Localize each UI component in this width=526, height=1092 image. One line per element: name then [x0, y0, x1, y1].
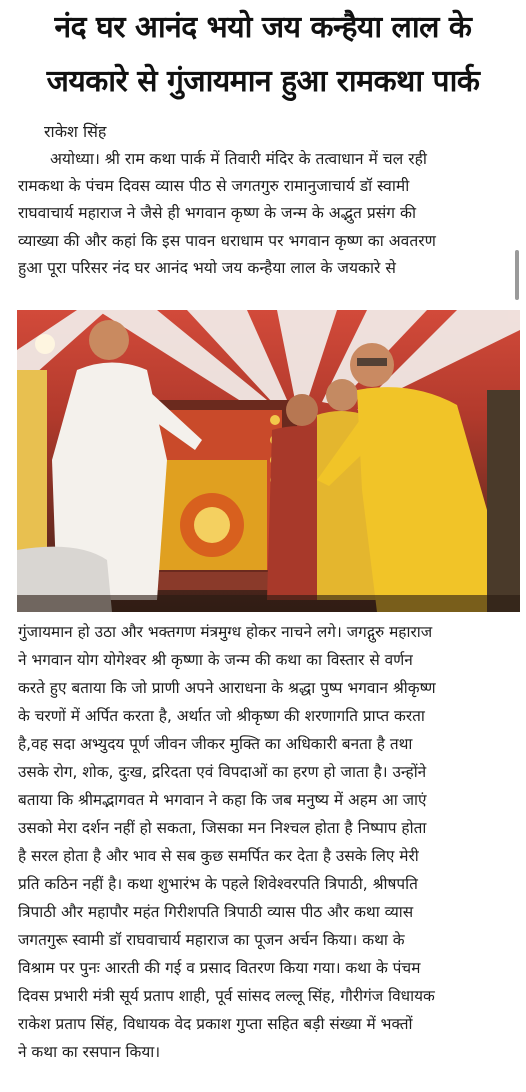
body-paragraph: [18, 618, 516, 1066]
body-line: है,वह सदा अभ्युदय पूर्ण जीवन जीकर मुक्ति का अधिकारी बनता है तथा: [18, 735, 413, 753]
intro-line: अयोध्या। श्री राम कथा पार्क में तिवारी मंदिर के तत्वाधान में चल रही: [50, 150, 427, 168]
intro-line: व्याख्या की और कहां कि इस पावन धराधाम पर भगवान कृष्ण का अवतरण: [18, 231, 436, 250]
body-line: बताया कि श्रीमद्भागवत मे भगवान ने कहा कि जब मनुष्य में अहम आ जाएं: [18, 791, 427, 809]
byline: राकेश सिंह: [44, 122, 107, 141]
body-line: प्रति कठिन नहीं है। कथा शुभारंभ के पहले शिवेश्वरपति त्रिपाठी, श्रीषपति: [18, 875, 418, 893]
intro-paragraph: [18, 146, 516, 282]
intro-line: हुआ पूरा परिसर नंद घर आनंद भयो जय कन्हैया लाल के जयकारे से: [18, 258, 396, 277]
body-line: ने भगवान योग योगेश्वर श्री कृष्णा के जन्म की कथा का विस्तार से वर्णन: [18, 651, 413, 669]
body-line: दिवस प्रभारी मंत्री सूर्य प्रताप शाही, पूर्व सांसद लल्लू सिंह, गौरीगंज विधायक: [18, 987, 435, 1005]
body-line: विश्राम पर पुनः आरती की गई व प्रसाद वितरण किया गया। कथा के पंचम: [18, 959, 421, 977]
event-photo-illustration: [17, 310, 520, 612]
body-line: उसके रोग, शोक, दुःख, द्ररिदता एवं विपदाओं का हरण हो जाता है। उन्होंने: [18, 763, 427, 781]
body-line: है सरल होता है और भाव से सब कुछ समर्पित कर देता है उसके लिए मेरी: [18, 847, 419, 865]
body-line: गुंजायमान हो उठा और भक्तगण मंत्रमुग्ध होकर नाचने लगे। जगद्गुरु महाराज: [18, 623, 433, 641]
body-line: जगतगुरू स्वामी डॉ राघवाचार्य महाराज का पूजन अर्चन किया। कथा के: [18, 931, 405, 949]
body-line: ने कथा का रसपान किया।: [18, 1043, 161, 1061]
body-line: उसको मेरा दर्शन नहीं हो सकता, जिसका मन निश्चल होता है निष्पाप होता: [18, 819, 427, 837]
event-photo: [17, 310, 520, 612]
scrollbar-thumb[interactable]: [515, 250, 519, 300]
intro-line: राघवाचार्य महाराज ने जैसे ही भगवान कृष्ण के जन्म के अद्भुत प्रसंग की: [18, 204, 417, 223]
headline-line-1: नंद घर आनंद भयो जय कन्हैया लाल के: [54, 10, 472, 45]
headline-line-2: जयकारे से गुंजायमान हुआ रामकथा पार्क: [46, 64, 480, 99]
body-line: करते हुए बताया कि जो प्राणी अपने आराधना के श्रद्धा पुष्प भगवान श्रीकृष्ण: [18, 679, 436, 697]
intro-line: रामकथा के पंचम दिवस व्यास पीठ से जगतगुरु रामानुजाचार्य डॉ स्वामी: [18, 177, 410, 196]
body-line: के चरणों में अर्पित करता है, अर्थात जो श्रीकृष्ण की शरणागति प्राप्त करता: [18, 707, 425, 725]
body-line: राकेश प्रताप सिंह, विधायक वेद प्रकाश गुप्ता सहित बड़ी संख्या में भक्तों: [18, 1015, 413, 1033]
body-line: त्रिपाठी और महापौर महंत गिरीशपति त्रिपाठी व्यास पीठ और कथा व्यास: [18, 903, 414, 921]
